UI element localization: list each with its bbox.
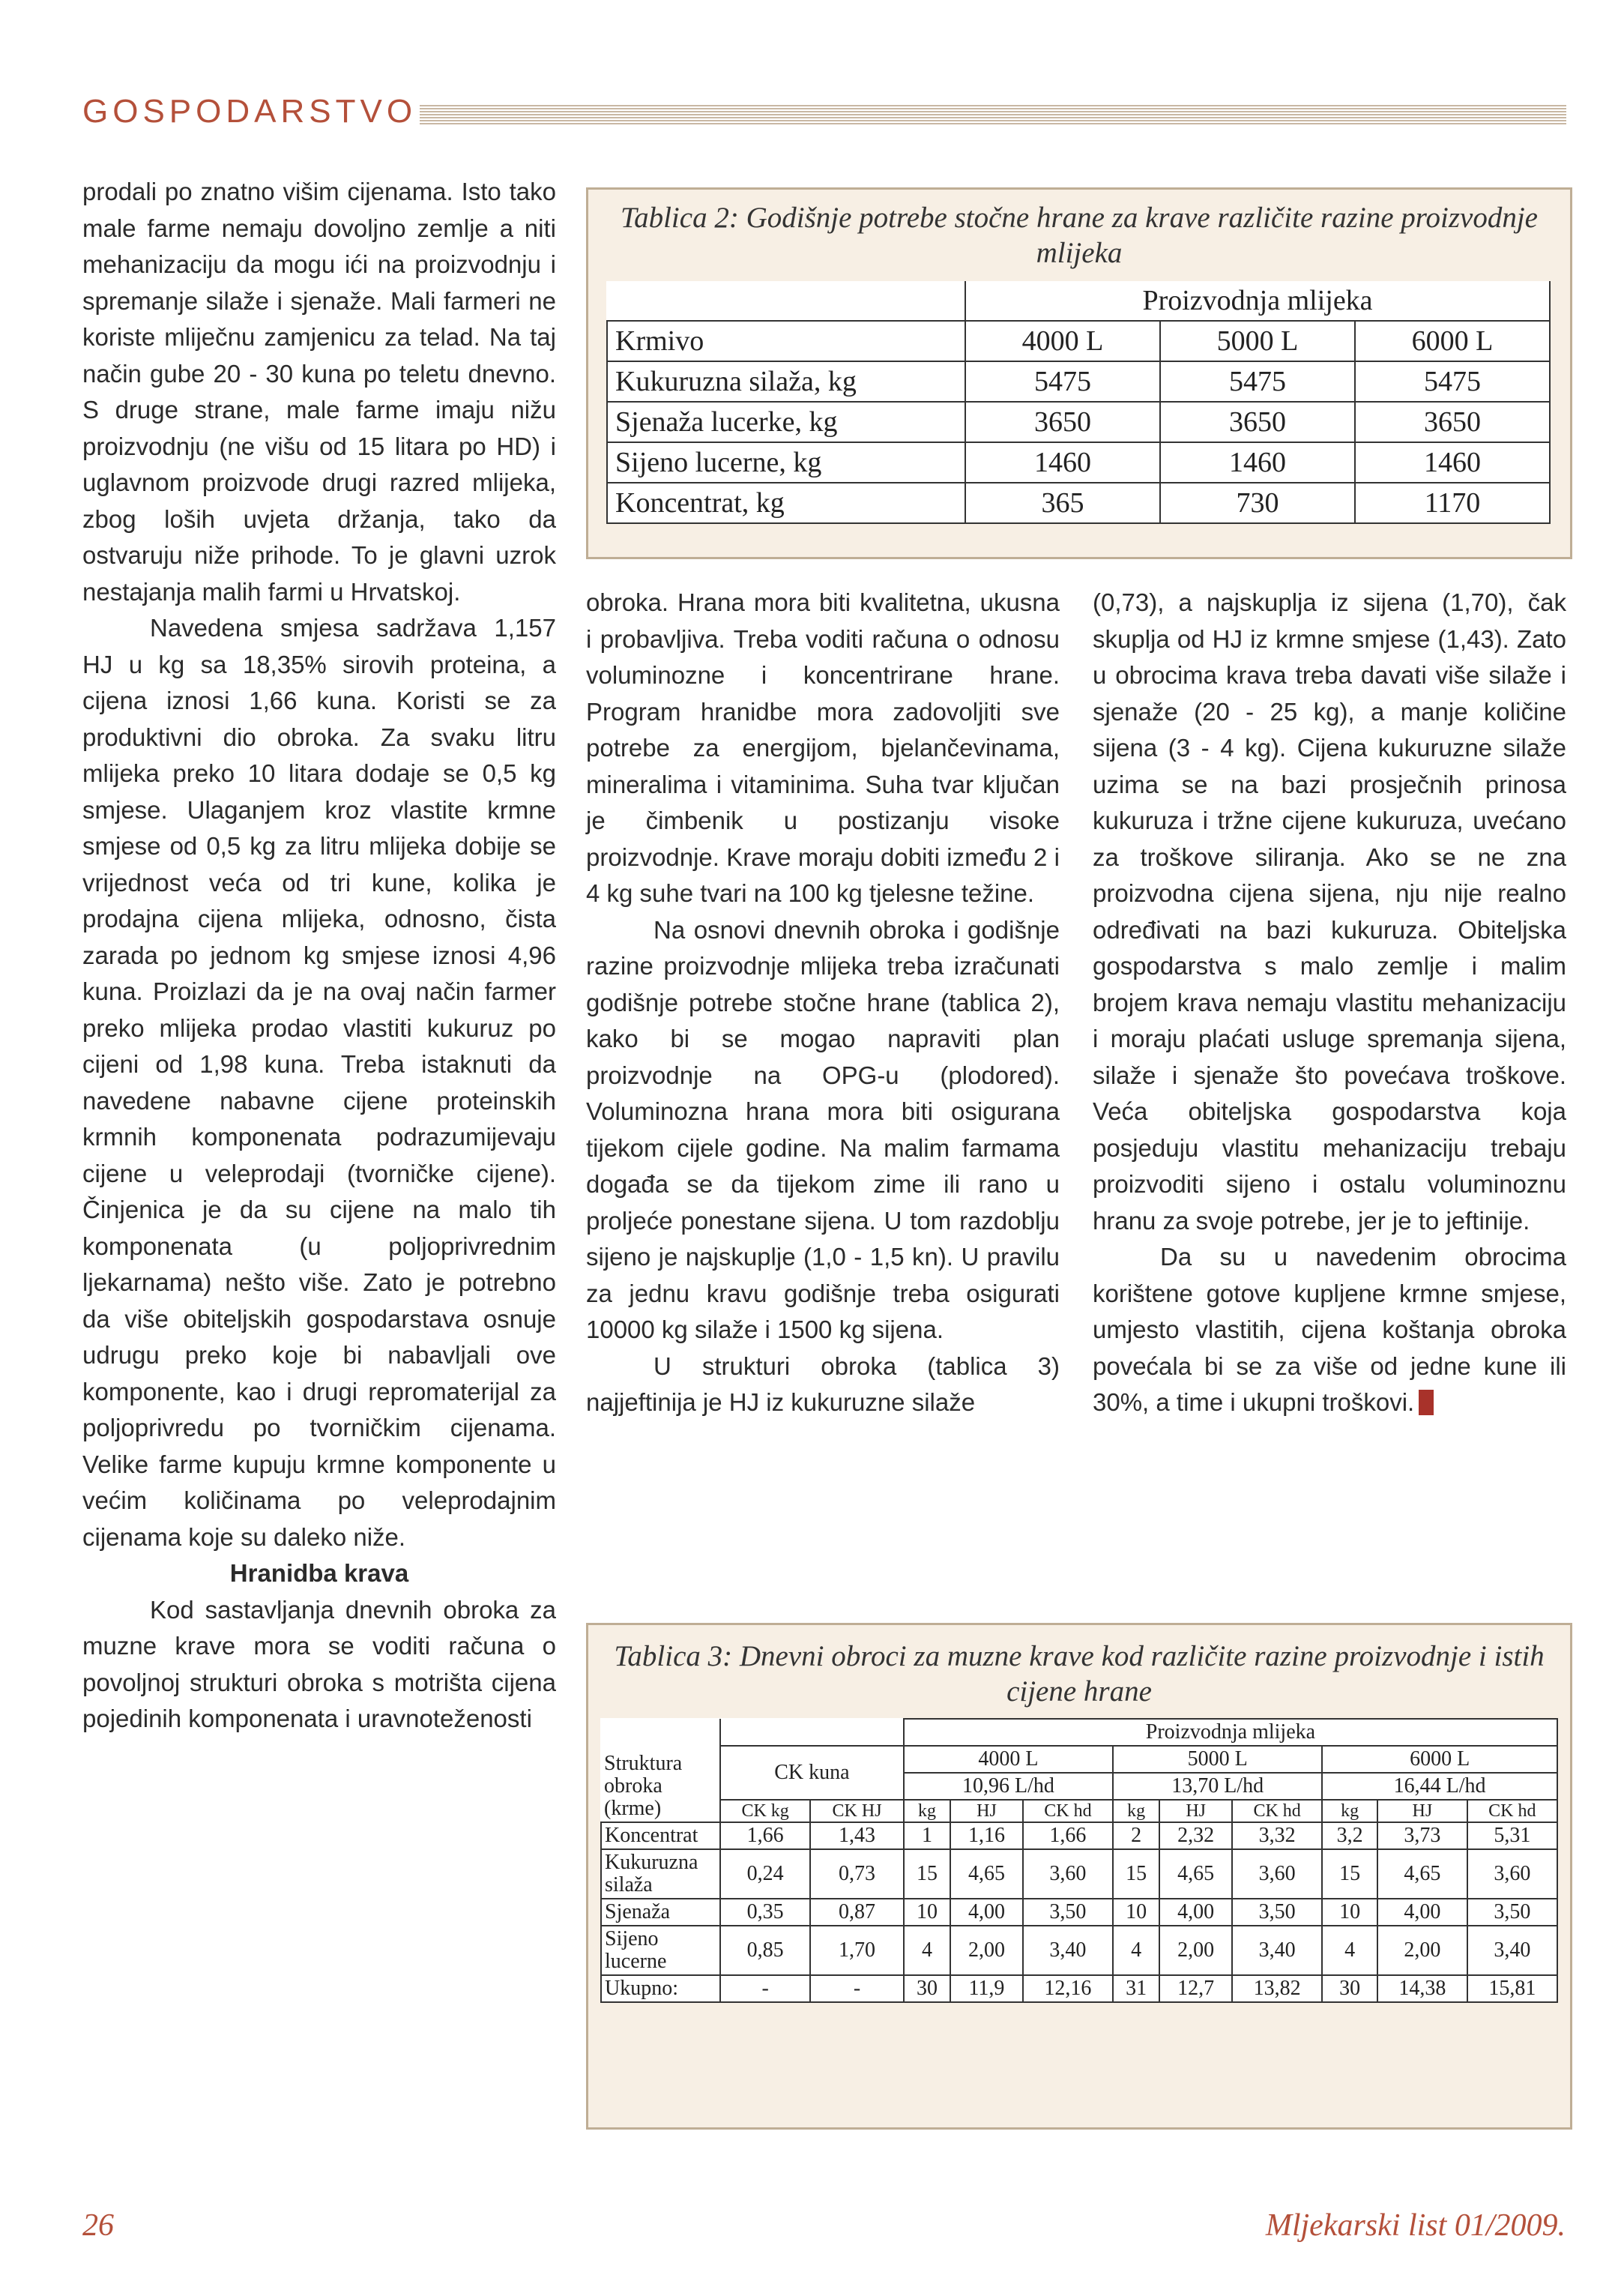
table-cell: 15 xyxy=(904,1849,950,1899)
table-cell: 10 xyxy=(1322,1899,1377,1926)
table-cell: 14,38 xyxy=(1377,1975,1467,2002)
table-cell: 3650 xyxy=(1355,402,1550,442)
page-number: 26 xyxy=(82,2208,114,2243)
table-cell: Kukuruzna silaža xyxy=(601,1849,720,1899)
table-header: HJ xyxy=(1159,1800,1232,1822)
table-cell: 3,60 xyxy=(1232,1849,1322,1899)
table-cell: 5475 xyxy=(965,361,1160,402)
table-3 xyxy=(600,1718,1558,2003)
table-cell: 3650 xyxy=(1160,402,1355,442)
table-cell: 4,65 xyxy=(1159,1849,1232,1899)
table-cell: 2,00 xyxy=(950,1926,1023,1975)
table-header: 6000 L xyxy=(1322,1746,1557,1773)
table-header xyxy=(601,1719,720,1822)
table-cell: 4 xyxy=(1322,1926,1377,1975)
journal-name: Mljekarski list 01/2009. xyxy=(1265,2208,1566,2243)
table-cell: 15 xyxy=(1113,1849,1159,1899)
table-cell: 3,2 xyxy=(1322,1822,1377,1849)
table-header: HJ xyxy=(1377,1800,1467,1822)
table-header: CK HJ xyxy=(810,1800,904,1822)
section-title: GOSPODARSTVO xyxy=(82,93,417,130)
table-cell: 4 xyxy=(1113,1926,1159,1975)
table-cell: 5475 xyxy=(1160,361,1355,402)
table-row xyxy=(601,1822,1557,1849)
table-header: Proizvodnja mlijeka xyxy=(904,1719,1557,1746)
table-cell: 1460 xyxy=(1355,442,1550,483)
table-header: 5000 L xyxy=(1113,1746,1322,1773)
paragraph-text: Da su u navedenim obrocima korištene gotove kupljene krmne smjese, umjesto vlastitih, cijena koštanja obroka povećala bi se za više od jedne kune ili 30%, a time i ukupni troškovi. xyxy=(1093,1243,1566,1416)
table-header: 6000 L xyxy=(1355,321,1550,361)
table-header: 10,96 L/hd xyxy=(904,1773,1113,1800)
table-cell: 1460 xyxy=(1160,442,1355,483)
table-cell: 15 xyxy=(1322,1849,1377,1899)
table-cell: 3,60 xyxy=(1467,1849,1557,1899)
table-cell: 2 xyxy=(1113,1822,1159,1849)
table-cell: 3,32 xyxy=(1232,1822,1322,1849)
table-cell: 3,73 xyxy=(1377,1822,1467,1849)
table-cell: 3,40 xyxy=(1232,1926,1322,1975)
table-row xyxy=(607,361,1550,402)
table-cell: 2,00 xyxy=(1159,1926,1232,1975)
table-header: kg xyxy=(904,1800,950,1822)
table-cell: - xyxy=(810,1975,904,2002)
paragraph: obroka. Hrana mora biti kvalitetna, ukusna i probavljiva. Treba voditi računa o odnosu voluminozne i koncentrirane hrane. Program hranidbe mora zadovoljiti sve potrebe za energijom, bjelančevinama, mineralima i vitaminima. Suha tvar ključan je čimbenik u postizanju visoke proizvodnje. Krave moraju dobiti između 2 i 4 kg suhe tvari na 100 kg tjelesne težine. xyxy=(586,588,1060,907)
table-2-caption: Tablica 2: Godišnje potrebe stočne hrane za krave različite razine proizvodnje mlijeka xyxy=(620,202,1538,269)
table-cell: 1,43 xyxy=(810,1822,904,1849)
column-1 xyxy=(82,174,556,1738)
table-header: 5000 L xyxy=(1160,321,1355,361)
column-3 xyxy=(1093,585,1566,1421)
table-row xyxy=(601,1899,1557,1926)
table-cell: 365 xyxy=(965,483,1160,523)
table-cell: 11,9 xyxy=(950,1975,1023,2002)
end-mark-icon xyxy=(1419,1390,1434,1415)
struct-header-text: Struktura obroka (krme) xyxy=(604,1752,683,1820)
table-header: 4000 L xyxy=(904,1746,1113,1773)
table-header: 4000 L xyxy=(965,321,1160,361)
table-cell: 13,82 xyxy=(1232,1975,1322,2002)
table-2-box xyxy=(586,187,1572,559)
table-header: HJ xyxy=(950,1800,1023,1822)
table-cell: 30 xyxy=(904,1975,950,2002)
paragraph: Na osnovi dnevnih obroka i godišnje razine proizvodnje mlijeka treba izračunati godišnje potrebe stočne hrane (tablica 2), kako bi se mogao napraviti plan proizvodnje na OPG-u (plodored). Voluminozna hrana mora biti osigurana tijekom cijele godine. Na malim farmama događa se da tijekom zime ili rano u proljeće ponestane sijena. U tom razdoblju sijeno je najskuplje (1,0 - 1,5 kn). U pravilu za jednu kravu godišnje treba osigurati 10000 kg silaže i 1500 kg sijena. xyxy=(586,915,1060,1343)
table-cell: 3,40 xyxy=(1467,1926,1557,1975)
table-header: Krmivo xyxy=(607,321,965,361)
table-header: kg xyxy=(1113,1800,1159,1822)
table-3-body xyxy=(601,1822,1557,2002)
paragraph: U strukturi obroka (tablica 3) najjeftinija je HJ iz kukuruzne silaže xyxy=(586,1352,1060,1416)
table-row xyxy=(607,442,1550,483)
table-cell: 730 xyxy=(1160,483,1355,523)
table-row xyxy=(607,483,1550,523)
paragraph xyxy=(1093,1239,1566,1421)
table-header-blank xyxy=(720,1719,904,1746)
paragraph: prodali po znatno višim cijenama. Isto tako male farme nemaju dovoljno zemlje a niti mehanizaciju da mogu ići na proizvodnju i spremanje silaže i sjenaže. Mali farmeri ne koriste mliječnu zamjenicu za telad. Na taj način gube 20 - 30 kuna po teletu dnevno. S druge strane, male farme imaju nižu proizvodnju (ne višu od 15 litara po HD) i uglavnom proizvode drugi razred mlijeka, zbog loših uvjeta držanja, tako da ostvaruju niže prihode. To je glavni uzrok nestajanja malih farmi u Hrvatskoj. xyxy=(82,178,556,606)
table-cell: 3650 xyxy=(965,402,1160,442)
table-cell: Sjenaža lucerke, kg xyxy=(607,402,965,442)
table-header: 16,44 L/hd xyxy=(1322,1773,1557,1800)
table-cell: - xyxy=(720,1975,810,2002)
table-cell: 1 xyxy=(904,1822,950,1849)
paragraph: (0,73), a najskuplja iz sijena (1,70), čak skuplja od HJ iz krmne smjese (1,43). Zato u obrocima krava treba davati više silaže i sjenaže (20 - 25 kg), a manje količine sijena (3 - 4 kg). Cijena kukuruzne silaže uzima se na bazi prosječnih prinosa kukuruza i tržne cijene kukuruza, uvećano za troškove siliranja. Ako se ne zna proizvodna cijena sijena, nju nije realno određivati na bazi kukuruza. Obiteljska gospodarstva s malo zemlje i malim brojem krava nemaju vlastitu mehanizaciju i moraju plaćati usluge spremanja sijena, silaže i sjenaže što povećava troškove. Veća obiteljska gospodarstva koja posjeduju vlastitu mehanizaciju trebaju proizvoditi sijeno i ostalu voluminoznu hranu za svoje potrebe, jer je to jeftinije. xyxy=(1093,588,1566,1235)
table-cell: 0,35 xyxy=(720,1899,810,1926)
table-row xyxy=(601,1849,1557,1899)
table-cell: 4 xyxy=(904,1926,950,1975)
table-cell: Sijeno lucerne xyxy=(601,1926,720,1975)
table-cell: 10 xyxy=(904,1899,950,1926)
table-cell: 2,32 xyxy=(1159,1822,1232,1849)
table-cell: 12,16 xyxy=(1023,1975,1113,2002)
table-cell: 2,00 xyxy=(1377,1926,1467,1975)
table-cell: 31 xyxy=(1113,1975,1159,2002)
table-cell: 4,00 xyxy=(1377,1899,1467,1926)
table-3-box xyxy=(586,1623,1572,2130)
table-cell: 12,7 xyxy=(1159,1975,1232,2002)
table-header: CK kg xyxy=(720,1800,810,1822)
table-header: CK kuna xyxy=(720,1746,904,1800)
table-cell: Sjenaža xyxy=(601,1899,720,1926)
table-header: CK hd xyxy=(1023,1800,1113,1822)
table-row xyxy=(607,402,1550,442)
table-cell: 3,60 xyxy=(1023,1849,1113,1899)
table-cell: 1170 xyxy=(1355,483,1550,523)
table-cell: 5475 xyxy=(1355,361,1550,402)
table-cell: 3,50 xyxy=(1467,1899,1557,1926)
table-cell: 10 xyxy=(1113,1899,1159,1926)
table-3-caption: Tablica 3: Dnevni obroci za muzne krave kod različite razine proizvodnje i istih cijene hrane xyxy=(614,1640,1545,1708)
table-cell: 4,65 xyxy=(950,1849,1023,1899)
table-cell: Ukupno: xyxy=(601,1975,720,2002)
table-cell: 1,16 xyxy=(950,1822,1023,1849)
table-cell: 1,66 xyxy=(1023,1822,1113,1849)
table-cell: 4,65 xyxy=(1377,1849,1467,1899)
table-header: CK hd xyxy=(1232,1800,1322,1822)
table-cell: 0,87 xyxy=(810,1899,904,1926)
table-row xyxy=(601,1975,1557,2002)
table-cell: 1460 xyxy=(965,442,1160,483)
table-header: 13,70 L/hd xyxy=(1113,1773,1322,1800)
table-cell: Kukuruzna silaža, kg xyxy=(607,361,965,402)
table-cell: 1,70 xyxy=(810,1926,904,1975)
table-cell: 0,24 xyxy=(720,1849,810,1899)
table-cell: 1,66 xyxy=(720,1822,810,1849)
table-cell: 15,81 xyxy=(1467,1975,1557,2002)
table-cell: 30 xyxy=(1322,1975,1377,2002)
table-cell: 0,73 xyxy=(810,1849,904,1899)
table-cell: Sijeno lucerne, kg xyxy=(607,442,965,483)
column-2 xyxy=(586,585,1060,1421)
table-cell: 5,31 xyxy=(1467,1822,1557,1849)
table-cell: Koncentrat, kg xyxy=(607,483,965,523)
table-2 xyxy=(606,281,1551,524)
table-header: CK hd xyxy=(1467,1800,1557,1822)
table-header: Proizvodnja mlijeka xyxy=(965,281,1550,321)
paragraph: Kod sastavljanja dnevnih obroka za muzne krave mora se voditi računa o povoljnoj strukturi obroka s motrišta cijena pojedinih komponenata i uravnoteženosti xyxy=(82,1595,556,1732)
table-header: kg xyxy=(1322,1800,1377,1822)
table-cell: 3,50 xyxy=(1232,1899,1322,1926)
table-cell: 4,00 xyxy=(950,1899,1023,1926)
table-cell: 3,40 xyxy=(1023,1926,1113,1975)
table-cell: Koncentrat xyxy=(601,1822,720,1849)
table-cell: 0,85 xyxy=(720,1926,810,1975)
subheading: Hranidba krava xyxy=(229,1559,409,1587)
header-rule xyxy=(420,105,1566,126)
paragraph: Navedena smjesa sadržava 1,157 HJ u kg sa 18,35% sirovih proteina, a cijena iznosi 1,66 kuna. Koristi se za produktivni dio obroka. Za svaku litru mlijeka preko 10 litara dodaje se 0,5 kg smjese. Ulaganjem kroz vlastite krmne smjese od 0,5 kg za litru mlijeka dobije se vrijednost veća od tri kune, kolika je prodajna cijena mlijeka, odnosno, čista zarada po jednom kg smjese iznosi 4,96 kuna. Proizlazi da je na ovaj način farmer preko mlijeka prodao vlastiti kukuruz po cijeni od 1,98 kuna. Treba istaknuti da navedene nabavne cijene proteinskih krmnih komponenata podrazumijevaju cijene u veleprodaji (tvorničke cijene). Činjenica je da su cijene na malo tih komponenata (u poljoprivrednim ljekarnama) nešto više. Zato je potrebno da više obiteljskih gospodarstava osnuje udrugu preko koje bi nabavljali ove komponente, kao i drugi repromaterijal za poljoprivredu po tvorničkim cijenama. Velike farme kupuju krmne komponente u većim količinama po veleprodajnim cijenama koje su daleko niže. xyxy=(82,614,556,1551)
page-header xyxy=(82,90,1566,135)
table-cell: 3,50 xyxy=(1023,1899,1113,1926)
table-cell: 4,00 xyxy=(1159,1899,1232,1926)
table-row xyxy=(601,1926,1557,1975)
